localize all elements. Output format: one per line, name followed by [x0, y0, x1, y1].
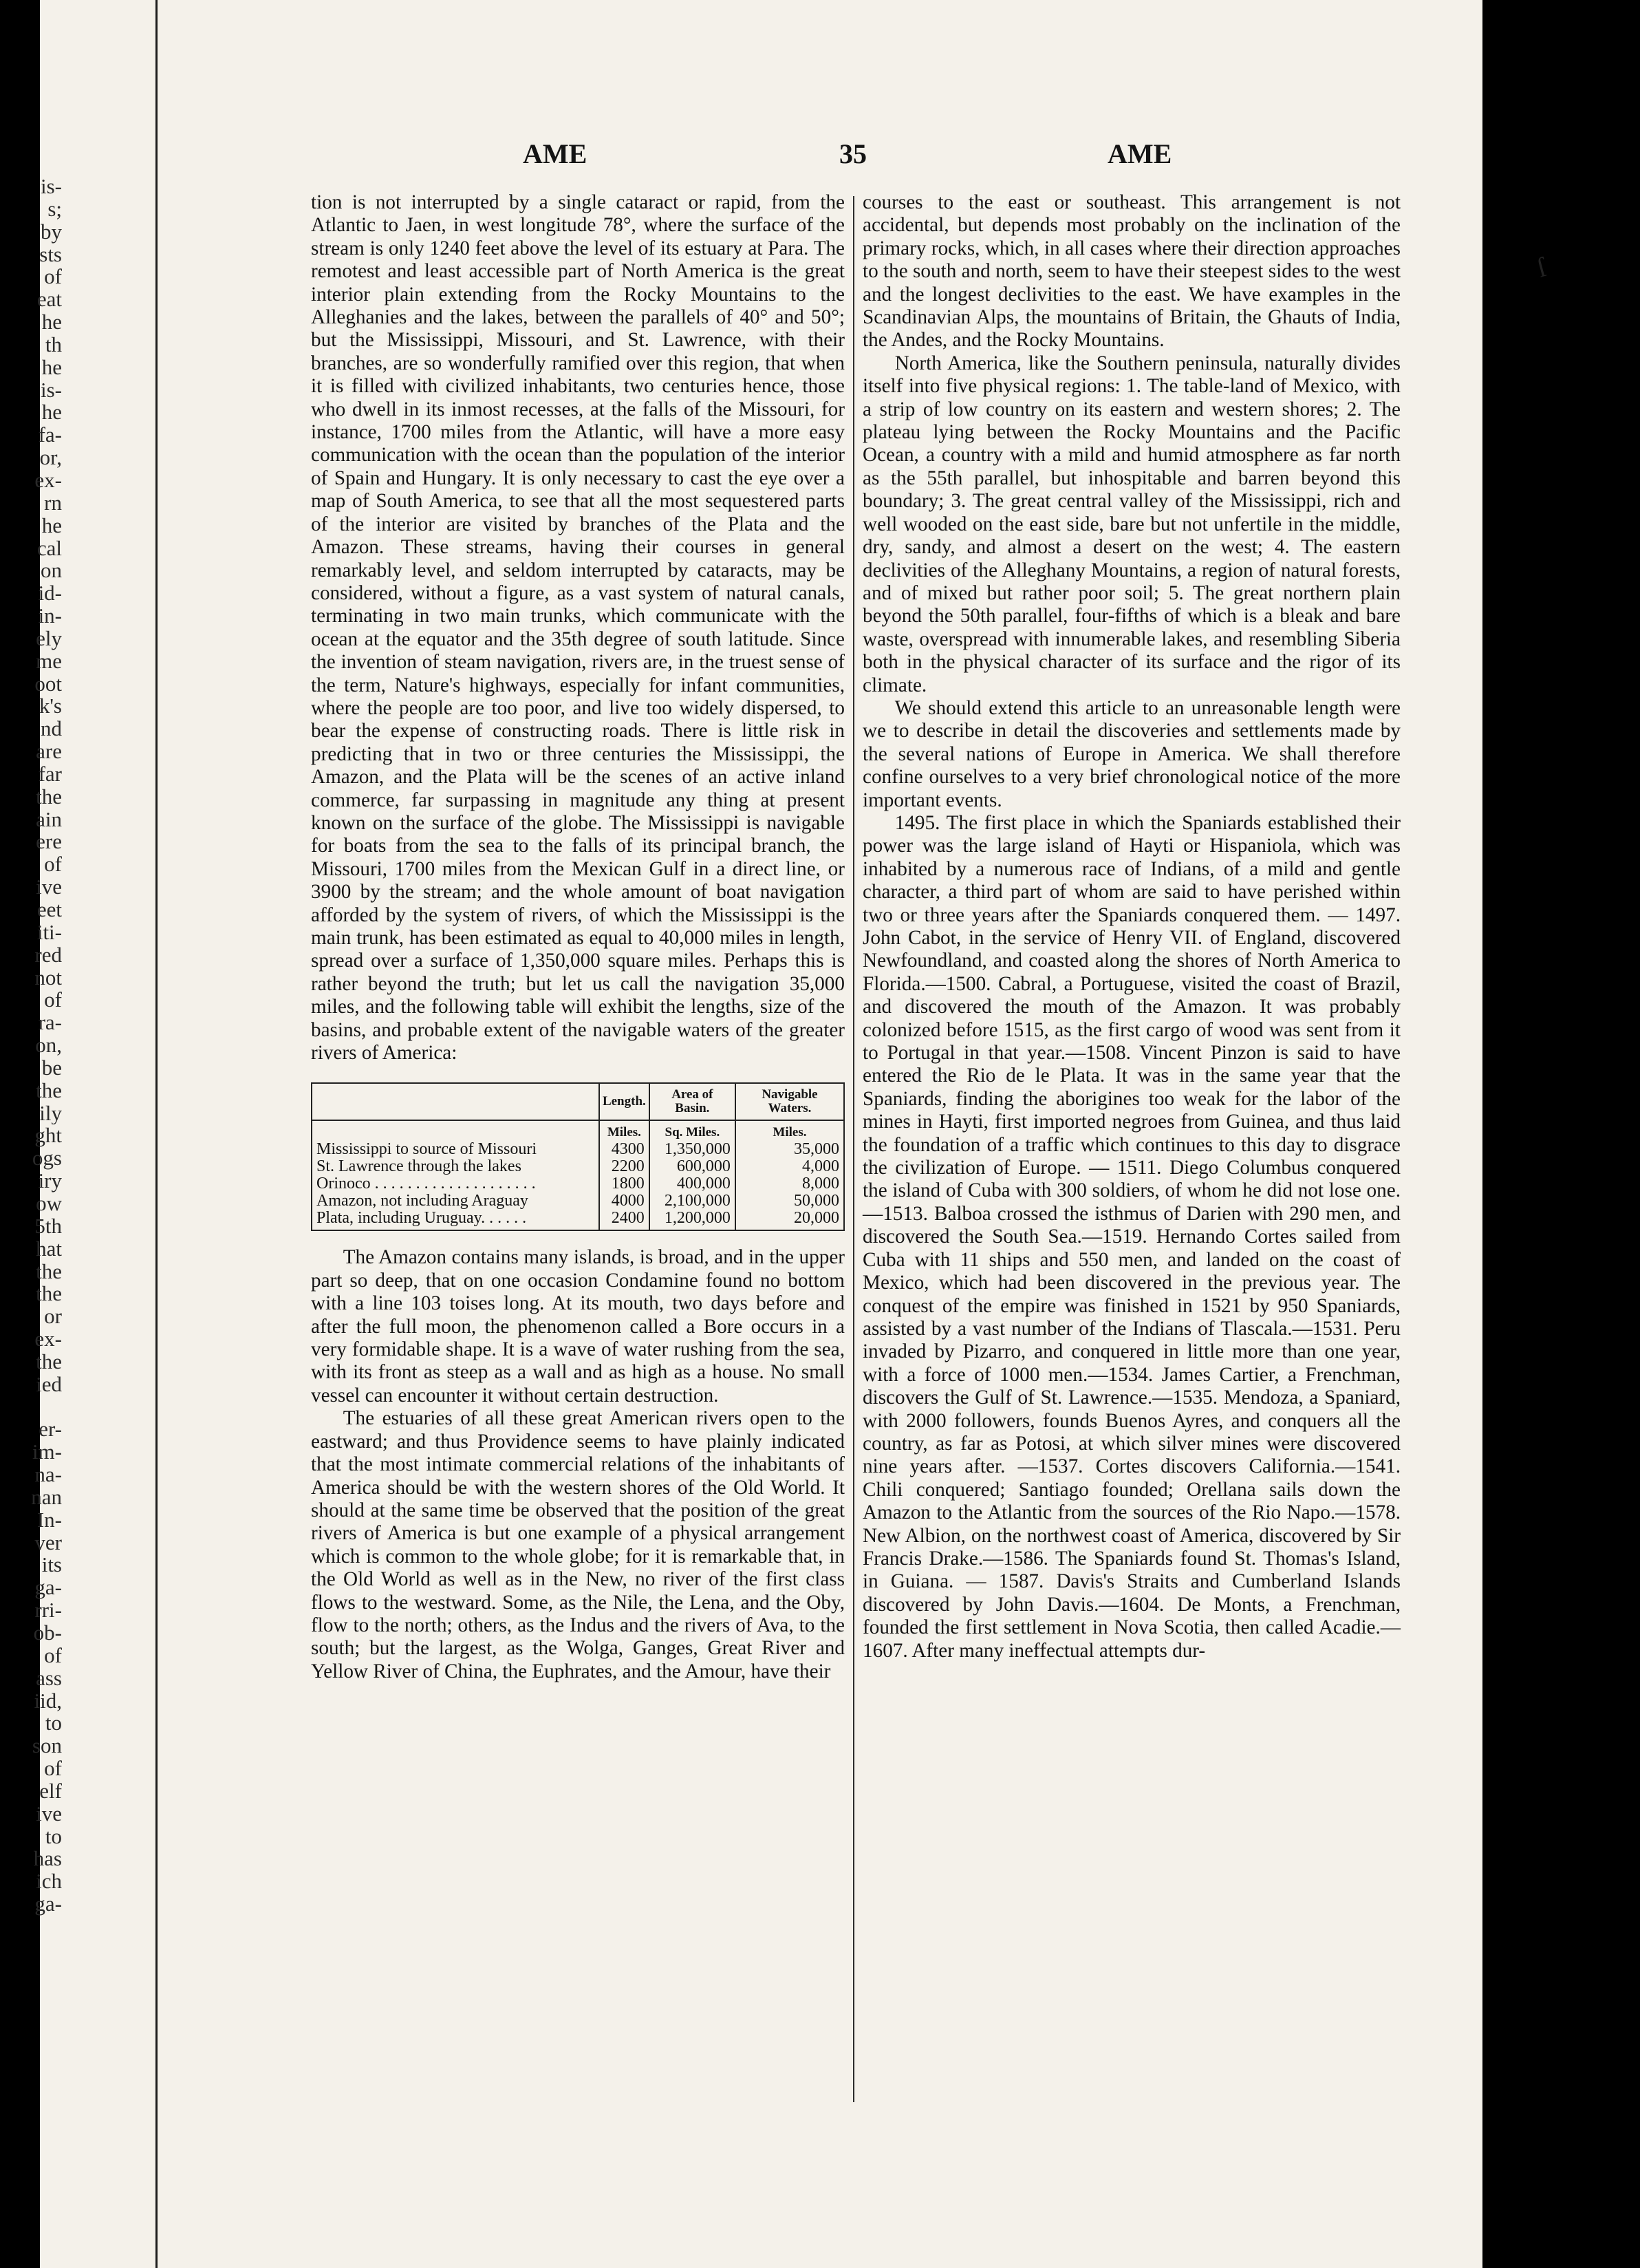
paragraph: tion is not interrupted by a single cataract or rapid, from the Atlantic to Jaen, in west longitude 78°, where the surface of the stream is only 1240 feet above the level of its estuary at Para. The remotest and least accessible part of North America is the great interior plain extending from the Rocky Mountains to the Alleghanies and the lakes, between the parallels of 40° and 50°; but the Mississippi, Missouri, and St. Lawrence, with their branches, are so wonderfully ramified over this region, that when it is filled with civilized inhabitants, two centuries hence, those who dwell in its inmost recesses, at the falls of the Missouri, for instance, 1700 miles from the Atlantic, will have a more easy communication with the ocean than the population of the interior of Spain and Hungary. It is only necessary to cast the eye over a map of South America, to see that all the most sequestered parts of the interior are visited by branches of the Plata and the Amazon. These streams, having their courses in general remarkably level, and seldom interrupted by cataracts, may be considered, without a figure, as a vast system of natural canals, terminating in two main trunks, which communicate with the ocean at the equator and the 35th degree of south latitude. Since the invention of steam navigation, rivers are, in the truest sense of the term, Nature's highways, especially for infant communities, where the people are too poor, and live too widely dispersed, to bear the expense of constructing roads. There is little risk in predicting that in two or three centuries the Mississippi, the Amazon, and the Plata will be the scenes of an active inland commerce, far surpassing in magnitude any thing at present known on the surface of the globe. The Mississippi is navigable for boats from the sea to the falls of its principal branch, the Missouri, 1700 miles from the Mexican Gulf in a direct line, or 3900 by the stream; and the whole amount of boat navigation afforded by the system of rivers, of which the Mississippi is the main trunk, has been estimated as equal to 40,000 miles in length, spread over a surface of 1,350,000 square miles. Perhaps this is rather beyond the truth; but let us call the navigation 35,000 miles, and the following table will exhibit the lengths, size of the basins, and probable extent of the navigable waters of the greater rivers of America: [311, 191, 845, 1065]
gutter-fragment: of [44, 853, 62, 877]
gutter-fragment: its [41, 1554, 62, 1577]
gutter-fragment: of [44, 1757, 62, 1780]
gutter-fragment: im- [32, 1441, 62, 1464]
gutter-fragment: in- [38, 605, 62, 628]
river-navigable: 35,000 [735, 1141, 844, 1158]
river-name: Amazon, not including Araguay [312, 1192, 599, 1210]
gutter-fragment: be [41, 1056, 62, 1080]
gutter-fragment: eat [36, 288, 62, 312]
gutter-fragment: In- [36, 1508, 62, 1532]
gutter-fragment: iry [38, 1170, 62, 1192]
river-length: 1800 [599, 1175, 649, 1192]
gutter-fragment: eet [36, 899, 62, 921]
paragraph: We should extend this article to an unreasonable length were we to describe in detail the discoveries and settlements made by the several nations of Europe in America. We shall therefore confine ourselves to a very brief chronological notice of the more important events. [863, 696, 1401, 811]
gutter-fragment: ga- [34, 1576, 62, 1600]
gutter-fragment: elf [39, 1779, 62, 1803]
gutter-fragment: on [41, 559, 62, 583]
gutter-fragment: to [45, 1712, 62, 1735]
table-header-cell [312, 1083, 599, 1120]
gutter-fragment: he [41, 356, 62, 379]
gutter-fragment: ga- [34, 1893, 62, 1916]
gutter-fragment: ive [36, 876, 62, 899]
table-cell [312, 1120, 599, 1141]
river-basin-area: 1,350,000 [649, 1141, 735, 1158]
river-length: 4300 [599, 1141, 649, 1158]
gutter-fragment: on, [35, 1034, 62, 1057]
gutter-fragment: s; [47, 197, 62, 221]
gutter-fragment: ex- [34, 1328, 62, 1351]
table-row [312, 1192, 844, 1210]
column-right [863, 191, 1401, 1662]
running-header [275, 129, 1403, 178]
table-header-row [312, 1083, 844, 1120]
gutter-fragment: ain [36, 808, 62, 831]
river-basin-area: 600,000 [649, 1158, 735, 1175]
rivers-table-container [311, 1082, 845, 1231]
gutter-fragment: ere [36, 831, 62, 854]
river-name: Mississippi to source of Missouri [312, 1141, 599, 1158]
gutter-fragment: red [34, 943, 62, 967]
rivers-table [311, 1082, 845, 1231]
gutter-fragment: the [36, 1283, 62, 1306]
gutter-fragment: or [44, 1305, 62, 1329]
gutter-fragment: by [41, 220, 62, 244]
gutter-fragment: rn [44, 491, 62, 515]
gutter-fragment [0, 1396, 62, 1419]
gutter-fragment: of [44, 1644, 62, 1667]
table-cell: Miles. [735, 1120, 844, 1141]
table-row [312, 1141, 844, 1158]
gutter-fragment: ied [36, 1373, 62, 1396]
gutter-fragment: ass [36, 1667, 62, 1690]
paragraph: The estuaries of all these great American rivers open to the eastward; and thus Providence seems to have plainly indicated that the most intimate commercial relations of the inhabitants of America should be with the western shores of the Old World. It should at the same time be observed that the position of the great rivers of America is but one example of a physical arrangement which is common to the whole globe; for it is remarkable that, in the Old World as well as in the New, no river of the first class flows to the westward. Some, as the Nile, the Lena, and the Oby, flow to the north; others, as the Indus and the rivers of Ava, to the south; but the largest, as the Wolga, Ganges, Great River and Yellow River of China, the Euphrates, and the Amour, have their [311, 1407, 845, 1682]
gutter-fragment: he [41, 401, 62, 425]
gutter-fragment: the [36, 1350, 62, 1373]
river-name: Orinoco . . . . . . . . . . . . . . . . . . . . [312, 1175, 599, 1192]
paragraph: courses to the east or southeast. This arrangement is not accidental, but depends most probably on the inclination of the primary rocks, which, in all cases where their direction approaches to the south and north, seem to have their steepest sides to the west and the longest declivities to the east. We have examples in the Scandinavian Alps, the mountains of Britain, the Ghauts of India, the Andes, and the Rocky Mountains. [863, 191, 1401, 352]
gutter-fragment: not [34, 966, 62, 989]
gutter-fragment: has [33, 1848, 62, 1871]
header-left-word: AME [523, 138, 587, 169]
gutter-fragment: the [36, 1260, 62, 1283]
paragraph: The Amazon contains many islands, is broad, and in the upper part so deep, that on one occasion Condamine found no bottom with a line 103 toises long. At its mouth, two days before and after the full moon, the phenomenon called a Bore occurs in a very formidable shape. It is a wave of water rushing from the sea, with its front as steep as a wall and as high as a house. No small vessel can encounter it without certain destruction. [311, 1246, 845, 1406]
table-header-cell: Length. [599, 1083, 649, 1120]
gutter-fragment: rri- [34, 1599, 62, 1622]
gutter-fragment: ily [39, 1102, 62, 1125]
table-cell: Miles. [599, 1120, 649, 1141]
header-right-word: AME [1108, 138, 1172, 169]
table-row [312, 1158, 844, 1175]
gutter-fragment: ive [36, 1802, 62, 1826]
column-divider [853, 196, 854, 2102]
table-row [312, 1210, 844, 1230]
page-number: 35 [839, 138, 867, 169]
river-name: Plata, including Uruguay. . . . . . [312, 1210, 599, 1230]
river-length: 2400 [599, 1210, 649, 1230]
column-left [311, 191, 845, 1683]
gutter-fragment: ob- [33, 1622, 62, 1645]
river-navigable: 50,000 [735, 1192, 844, 1210]
gutter-fragment: ver [34, 1531, 62, 1554]
gutter-fragment: to [45, 1825, 62, 1848]
margin-mark: ſ [1533, 251, 1549, 284]
gutter-fragment: ow [36, 1192, 62, 1215]
gutter-fragment: cal [36, 537, 62, 560]
gutter-fragment: are [36, 740, 62, 763]
gutter-fragment: hat [36, 1237, 62, 1261]
gutter-fragment: ght [34, 1124, 62, 1148]
gutter-fragment: me [36, 650, 62, 673]
previous-page-gutter-text [0, 175, 62, 1916]
gutter-fragment: iti- [36, 921, 62, 944]
gutter-fragment: ex- [34, 469, 62, 492]
gutter-fragment: id- [38, 582, 62, 606]
table-units-row [312, 1120, 844, 1141]
gutter-fragment: sts [39, 243, 62, 266]
gutter-fragment: k's [39, 695, 62, 718]
river-length: 2200 [599, 1158, 649, 1175]
gutter-fragment: is- [41, 378, 62, 402]
gutter-fragment: fa- [38, 424, 62, 447]
river-navigable: 20,000 [735, 1210, 844, 1230]
gutter-fragment: na- [34, 1464, 62, 1486]
table-header-cell: Area of Basin. [649, 1083, 735, 1120]
gutter-fragment: the [36, 1079, 62, 1102]
gutter-fragment: the [36, 785, 62, 809]
river-navigable: 4,000 [735, 1158, 844, 1175]
gutter-fragment: ely [36, 627, 62, 650]
gutter-fragment: iid, [34, 1689, 62, 1713]
gutter-fragment: of [44, 989, 62, 1012]
gutter-fragment: or, [39, 447, 62, 469]
gutter-fragment: ich [36, 1870, 62, 1894]
river-name: St. Lawrence through the lakes [312, 1158, 599, 1175]
gutter-fragment: oot [34, 672, 62, 696]
river-length: 4000 [599, 1192, 649, 1210]
table-cell: Sq. Miles. [649, 1120, 735, 1141]
river-basin-area: 1,200,000 [649, 1210, 735, 1230]
gutter-fragment: ogs [32, 1147, 62, 1170]
gutter-fragment: he [41, 311, 62, 334]
gutter-fragment: son [32, 1735, 62, 1758]
gutter-fragment: th [45, 333, 62, 356]
gutter-fragment: is- [41, 175, 62, 198]
page-edge-rule [155, 0, 158, 2268]
gutter-fragment: nd [41, 718, 62, 741]
table-header-cell: Navigable Waters. [735, 1083, 844, 1120]
gutter-fragment: he [41, 514, 62, 537]
river-basin-area: 2,100,000 [649, 1192, 735, 1210]
gutter-fragment: far [38, 762, 62, 786]
paragraph: North America, like the Southern peninsula, naturally divides itself into five physical regions: 1. The table-land of Mexico, with a strip of low country on its eastern and western shores; 2. The plateau lying between the Rocky Mountains and the Pacific Ocean, a country with a mild and humid atmosphere as far north as the 55th parallel, but inhospitable and barren beyond this boundary; 3. The great central valley of the Mississippi, rich and well wooded on the east side, bare but not unfertile in the middle, dry, sandy, and almost a desert on the west; 4. The eastern declivities of the Alleghany Mountains, a region of natural forests, and of mixed but rather poor soil; 5. The great northern plain beyond the 50th parallel, four-fifths of which is a bleak and bare waste, overspread with innumerable lakes, and resembling Siberia both in the physical character of its surface and the rigor of its climate. [863, 352, 1401, 696]
gutter-fragment: of [44, 266, 62, 289]
paragraph: 1495. The first place in which the Spaniards established their power was the large island of Hayti or Hispaniola, which was inhabited by a numerous race of Indians, of a mild and gentle character, a third part of whom are said to have perished within two or three years after the Spaniards conquered them. — 1497. John Cabot, in the service of Henry VII. of England, discovered Newfoundland, and coasted along the shores of North America to Florida.—1500. Cabral, a Portuguese, visited the coast of Brazil, and discovered the mouth of the Amazon. It was probably colonized before 1515, as the first cargo of wood was sent from it to Portugal in that year.—1508. Vincent Pinzon is said to have entered the Rio de le Plata. It was in the same year that the Spaniards, finding the aborigines too weak for the labor of the mines in Hayti, first imported negroes from Guinea, and thus laid the foundation of a traffic which continues to this day to disgrace the civilization of Europe. — 1511. Diego Columbus conquered the island of Cuba with 300 soldiers, of whom he did not lose one.—1513. Balboa crossed the isthmus of Darien with 290 men, and discovered the South Sea.—1519. Hernando Cortes sailed from Cuba with 11 ships and 550 men, and landed on the coast of Mexico, which had been discovered in the previous year. The conquest of the empire was finished in 1521 by 950 Spaniards, assisted by a vast number of the Indians of Tlascala.—1531. Peru invaded by Pizarro, and conquered in little more than one year, with a force of 1000 men.—1534. James Cartier, a Frenchman, discovers the Gulf of St. Lawrence.—1535. Mendoza, a Spaniard, with 2000 followers, founds Buenos Ayres, and conquers all the country, as far as Potosi, at which silver mines were discovered nine years after. —1537. Cortes discovers California.—1541. Chili conquered; Santiago founded; Orellana sails down the Amazon to the Atlantic from the sources of the Rio Napo.—1578. New Albion, on the northwest coast of America, discovered by Sir Francis Drake.—1586. The Spaniards found St. Thomas's Island, in Guiana. — 1587. Davis's Straits and Cumberland Islands discovered by John Davis.—1604. De Monts, a Frenchman, founded the first settlement in Nova Scotia, then called Acadie.—1607. After many ineffectual attempts dur- [863, 811, 1401, 1662]
river-basin-area: 400,000 [649, 1175, 735, 1192]
gutter-fragment: 5th [34, 1215, 62, 1238]
gutter-fragment: er- [39, 1418, 62, 1442]
table-row [312, 1175, 844, 1192]
gutter-fragment: ra- [38, 1012, 62, 1035]
gutter-fragment: nan [31, 1486, 62, 1509]
river-navigable: 8,000 [735, 1175, 844, 1192]
